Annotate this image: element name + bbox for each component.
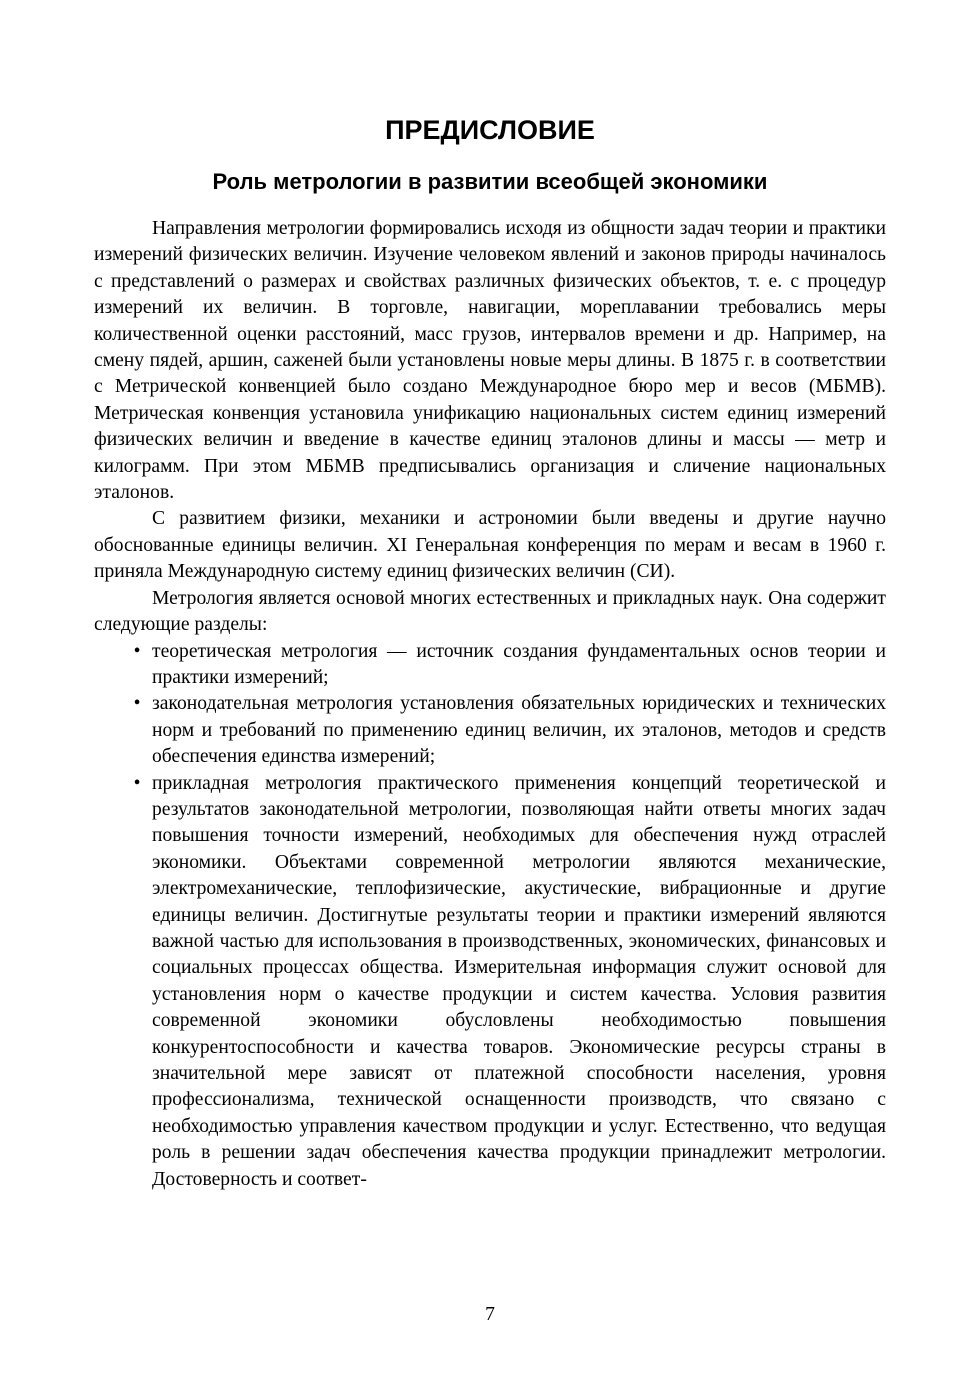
list-item-text: законодательная метрология установления обязательных юридических и технических норм и требований по применению единиц величин, их эталонов, методов и средств обеспечения единства измерений; <box>152 693 886 768</box>
list-item-text: прикладная метрология практического применения концепций теоретической и результатов законодательной метрологии, позволяющая найти ответы многих задач повышения точности измерений, необходимых для обеспечения нужд отраслей экономики. Объектами современной метрологии являются механические, электромеханические, теплофизические, акустические, вибрационные и другие единицы величин. Достигнутые результаты теории и практики измерений являются важной частью для использования в производственных, экономических, финансовых и социальных процессах общества. Измерительная информация служит основой для установления норм о качестве продукции и систем качества. Условия развития современной экономики обусловлены необходимостью повышения конкурентоспособности и качества товаров. Экономические ресурсы страны в значительной мере зависят от платежной способности населения, уровня профессионализма, технической оснащенности производств, что связано с необходимостью управления качеством продукции и услуг. Естественно, что ведущая роль в решении задач обеспечения качества продукции принадлежит метрологии. Достоверность и соответ- <box>152 772 886 1190</box>
bullet-icon: • <box>133 772 141 794</box>
paragraph-3: Метрология является основой многих естественных и прикладных наук. Она содержит следующие разделы: <box>94 587 886 636</box>
body-text <box>94 216 886 1193</box>
paragraph-1: Направления метрологии формировались исходя из общности задач теории и практики измерений физических величин. Изучение человеком явлений и законов природы начиналось с представлений о размерах и свойствах различных физических объектов, т. е. с процедур измерений их величин. В торговле, навигации, мореплавании требовались меры количественной оценки расстояний, масс грузов, интервалов времени и др. Например, на смену пядей, аршин, саженей были установлены новые меры длины. В 1875 г. в соответствии с Метрической конвенцией было создано Международное бюро мер и весов (МБМВ). Метрическая конвенция установила унификацию национальных систем единиц измерений физических величин и введение в качестве единиц эталонов длины и массы — метр и килограмм. При этом МБМВ предписывались организация и сличение национальных эталонов. <box>94 218 886 504</box>
bullet-icon: • <box>133 640 141 662</box>
paragraph-2: С развитием физики, механики и астрономии были введены и другие научно обоснованные единицы величин. XI Генеральная конференция по мерам и весам в 1960 г. приняла Международную систему единиц физических величин (СИ). <box>94 508 886 583</box>
page-number: 7 <box>485 1304 495 1325</box>
list-item <box>133 771 886 1194</box>
section-subtitle: Роль метрологии в развитии всеобщей экономики <box>212 169 768 194</box>
list-item <box>133 639 886 692</box>
document-page <box>94 0 886 1386</box>
sections-list <box>94 639 886 1194</box>
list-item-text: теоретическая метрология — источник создания фундаментальных основ теории и практики измерений; <box>152 640 886 688</box>
list-item <box>133 691 886 770</box>
page-title: ПРЕДИСЛОВИЕ <box>385 115 595 145</box>
bullet-icon: • <box>133 693 141 715</box>
